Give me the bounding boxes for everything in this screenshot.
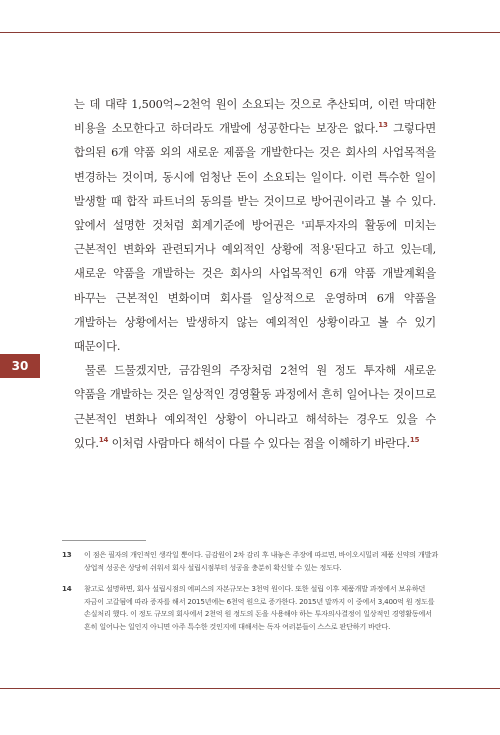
footnote-text: 이 점은 필자의 개인적인 생각일 뿐이다. 금감원이 2차 감리 후 내놓은 주장에 따르면, 바이오시밀러 제품 신약의 개발과 상업적 성공은 상당히 쉬워서 회사 설립시점부터 성공을 충분히 확신할 수 있는 정도다. xyxy=(84,550,438,572)
footnotes xyxy=(62,549,438,643)
paragraph-text: 그렇다면 합의된 6개 약품 외의 새로운 제품을 개발한다는 것은 회사의 사업목적을 변경하는 것이며, 동시에 엄청난 돈이 소요되는 일이다. 이런 특수한 일이 발생할 때 합작 파트너의 동의를 받는 것이므로 방어권이라고 볼 수 있다. 앞에서 설명한 것처럼 회계기준에 방어권은 '피투자자의 활동에 미치는 근본적인 변화와 관련되거나 예외적인 상황에 적용'된다고 하고 있는데, 새로운 약품을 개발하는 것은 회사의 사업목적인 6개 약품 개발계획을 바꾸는 근본적인 변화이며 회사를 일상적으로 운영하며 6개 약품을 개발하는 상황에서는 발생하지 않는 예외적인 상황이라고 볼 수 있기 때문이다. xyxy=(74,122,437,354)
footnote xyxy=(62,549,438,574)
footnote-number: 14 xyxy=(62,584,72,594)
footnote-ref[interactable]: 14 xyxy=(98,436,109,445)
body-text xyxy=(74,93,436,456)
page-number-tab xyxy=(0,354,40,378)
footnote-number: 13 xyxy=(62,550,72,559)
paragraph xyxy=(74,359,436,456)
footnote-separator xyxy=(62,540,146,541)
paragraph xyxy=(74,93,436,359)
footnote xyxy=(62,583,438,633)
paragraph-text: 는 데 대략 1,500억~2천억 원이 소요되는 것으로 추산되며, 이런 막대한 비용을 소모한다고 하더라도 개발에 성공한다는 보장은 없다. xyxy=(74,98,436,136)
footnote-ref[interactable]: 15 xyxy=(409,436,420,445)
footnote-ref[interactable]: 13 xyxy=(378,121,388,130)
bottom-rule xyxy=(0,688,500,689)
footnote-text: 참고로 설명하면, 회사 설립시점의 에피스의 자본규모는 3천억 원이다. 또한 설립 이후 제품개발 과정에서 보유하던 자금이 고갈됨에 따라 증자를 해서 2015년에는 6천억 원으로 증가한다. 2015년 말까지 이 중에서 3,400억 원 정도를 손실처리 했다. 이 정도 규모의 회사에서 2천억 원 정도의 돈을 사용해야 하는 투자의사결정이 일상적인 경영활동에서 흔히 일어나는 일인지 아니면 아주 특수한 것인지에 대해서는 독자 여러분들이 스스로 판단하기 바란다. xyxy=(84,584,435,631)
paragraph-text: 물론 드물겠지만, 금감원의 주장처럼 2천억 원 정도 투자해 새로운 약품을 개발하는 것은 일상적인 경영활동 과정에서 흔히 일어나는 것이므로 근본적인 변화나 예외적인 상황이 아니라고 해석하는 경우도 있을 수 있다. xyxy=(74,364,436,450)
paragraph-text: 이처럼 사람마다 해석이 다를 수 있다는 점을 이해하기 바란다. xyxy=(108,436,410,450)
page-number: 30 xyxy=(11,359,29,373)
top-rule xyxy=(0,32,500,33)
